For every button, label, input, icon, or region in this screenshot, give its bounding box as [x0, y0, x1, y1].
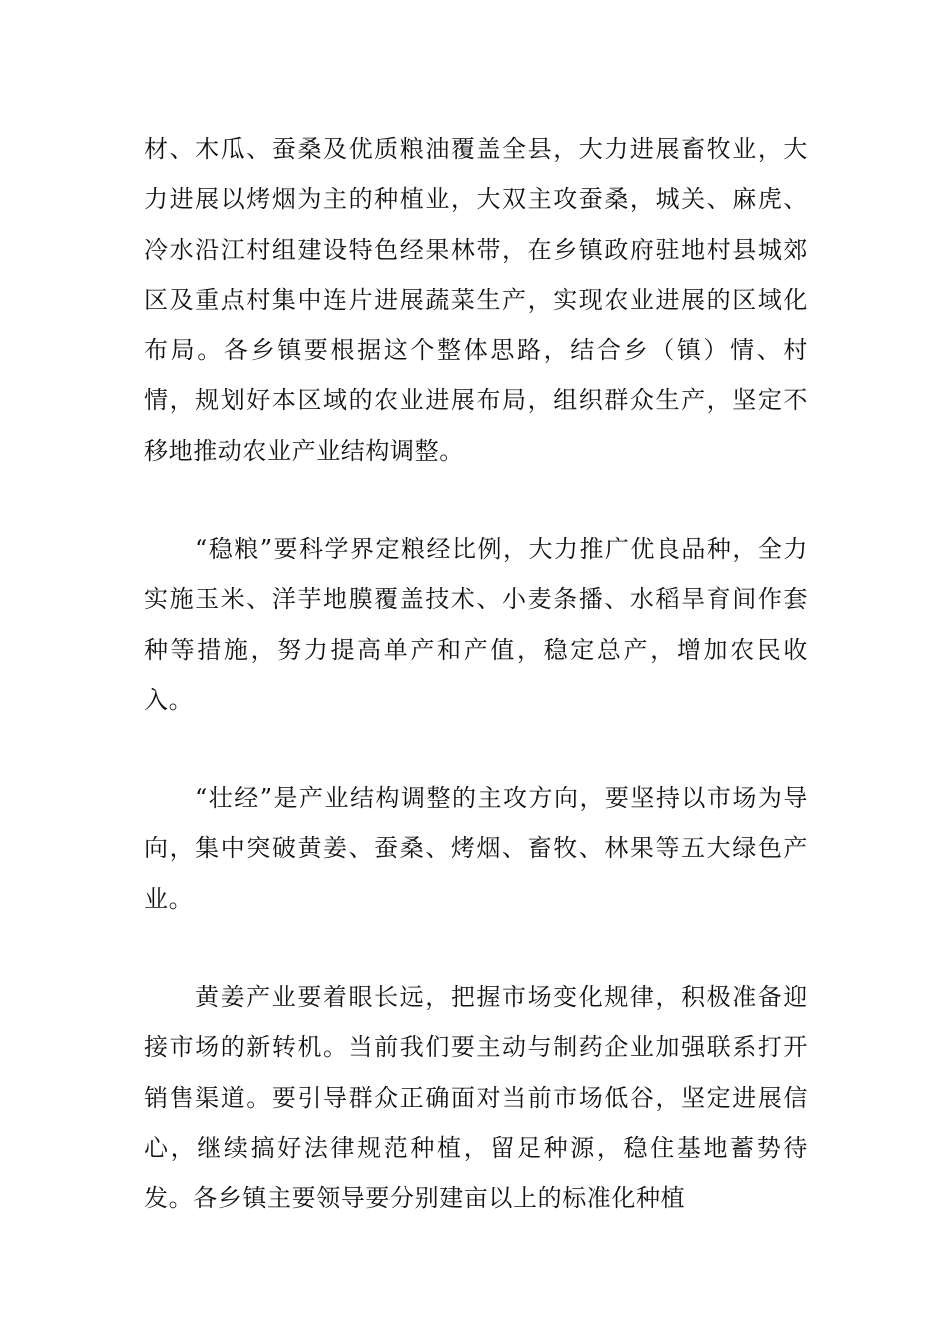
- body-paragraph-4: 黄姜产业要着眼长远，把握市场变化规律，积极准备迎接市场的新转机。当前我们要主动与制药企业加强联系打开销售渠道。要引导群众正确面对当前市场低谷，坚定进展信心，继续搞好法律规范种植，留足种源，稳住基地蓄势待发。各乡镇主要领导要分别建亩以上的标准化种植: [144, 983, 808, 1213]
- body-paragraph-3: “壮经”是产业结构调整的主攻方向，要坚持以市场为导向，集中突破黄姜、蚕桑、烤烟、畜牧、林果等五大绿色产业。: [144, 784, 808, 913]
- body-paragraph-1: 材、木瓜、蚕桑及优质粮油覆盖全县，大力进展畜牧业，大力进展以烤烟为主的种植业，大双主攻蚕桑，城关、麻虎、冷水沿江村组建设特色经果林带，在乡镇政府驻地村县城郊区及重点村集中连片进展蔬菜生产，实现农业进展的区域化布局。各乡镇要根据这个整体思路，结合乡（镇）情、村情，规划好本区域的农业进展布局，组织群众生产，坚定不移地推动农业产业结构调整。: [144, 135, 808, 465]
- document-page: [144, 0, 808, 1344]
- body-paragraph-2: “稳粮”要科学界定粮经比例，大力推广优良品种，全力实施玉米、洋芋地膜覆盖技术、小麦条播、水稻旱育间作套种等措施，努力提高单产和产值，稳定总产，增加农民收入。: [144, 535, 808, 714]
